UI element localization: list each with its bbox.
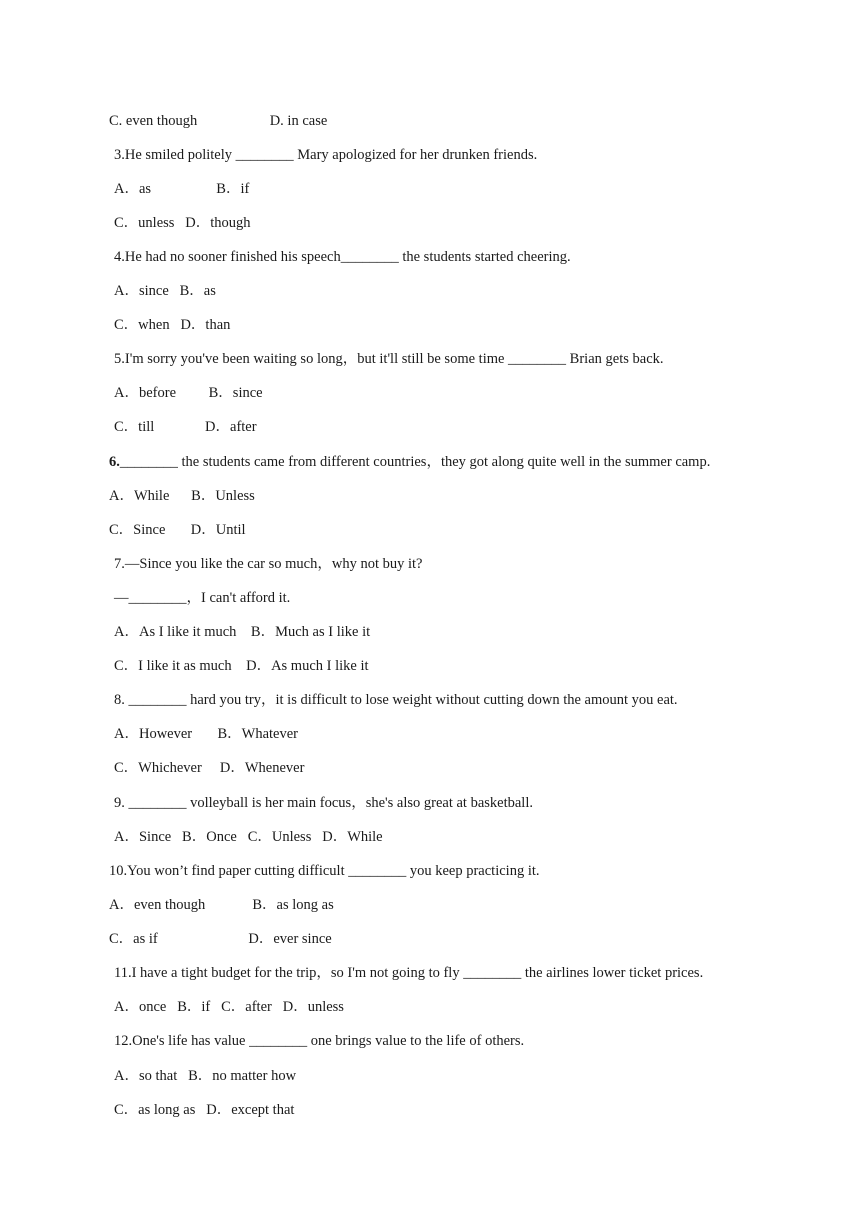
q3-stem: 3.He smiled politely ________ Mary apologized for her drunken friends.: [114, 147, 538, 163]
q6-stem: [109, 452, 710, 472]
q7-options-cd: C．I like it as much D．As much I like it: [114, 658, 369, 674]
q10-options-ab: A．even though B．as long as: [109, 897, 334, 913]
q6-options-ab: A．While B．Unless: [109, 488, 255, 504]
q4-options-ab: A．since B．as: [114, 283, 216, 299]
q12-options-ab: A．so that B．no matter how: [114, 1068, 297, 1084]
q10-options-cd: C．as if D．ever since: [109, 931, 332, 947]
q8-stem: 8. ________ hard you try，it is difficult to lose weight without cutting down the amount you eat.: [114, 692, 678, 708]
q7-reply: —________，I can't afford it.: [114, 590, 291, 606]
q5-options-ab: A．before B．since: [114, 385, 263, 401]
q11-stem: 11.I have a tight budget for the trip，so I'm not going to fly ________ the airlines lower ticket prices.: [114, 965, 704, 981]
q12-options-cd: C．as long as D．except that: [114, 1102, 295, 1118]
q3-options-cd: C．unless D．though: [114, 215, 251, 231]
q12-stem: 12.One's life has value ________ one brings value to the life of others.: [114, 1033, 525, 1049]
q5-stem: 5.I'm sorry you've been waiting so long，but it'll still be some time ________ Brian gets back.: [114, 351, 664, 367]
q11-options: A．once B．if C．after D．unless: [114, 999, 344, 1015]
q4-options-cd: C．when D．than: [114, 317, 231, 333]
q9-options: A．Since B．Once C．Unless D．While: [114, 829, 383, 845]
q7-options-ab: A．As I like it much B．Much as I like it: [114, 624, 371, 640]
q6-text: ________ the students came from different countries，they got along quite well in the summer camp.: [119, 454, 711, 470]
q5-options-cd: C．till D．after: [114, 419, 257, 435]
q8-options-cd: C．Whichever D．Whenever: [114, 760, 305, 776]
q8-options-ab: A．However B．Whatever: [114, 726, 299, 742]
q9-stem: 9. ________ volleyball is her main focus，she's also great at basketball.: [114, 795, 533, 811]
q10-stem: 10.You won’t find paper cutting difficult ________ you keep practicing it.: [109, 863, 540, 879]
q2-options-cd: C. even though D. in case: [109, 113, 328, 129]
q4-stem: 4.He had no sooner finished his speech________ the students started cheering.: [114, 249, 571, 265]
q3-options-ab: A．as B．if: [114, 181, 250, 197]
q7-stem: 7.—Since you like the car so much，why not buy it?: [114, 556, 423, 572]
q6-number: 6.: [109, 454, 120, 470]
q6-options-cd: C．Since D．Until: [109, 522, 246, 538]
